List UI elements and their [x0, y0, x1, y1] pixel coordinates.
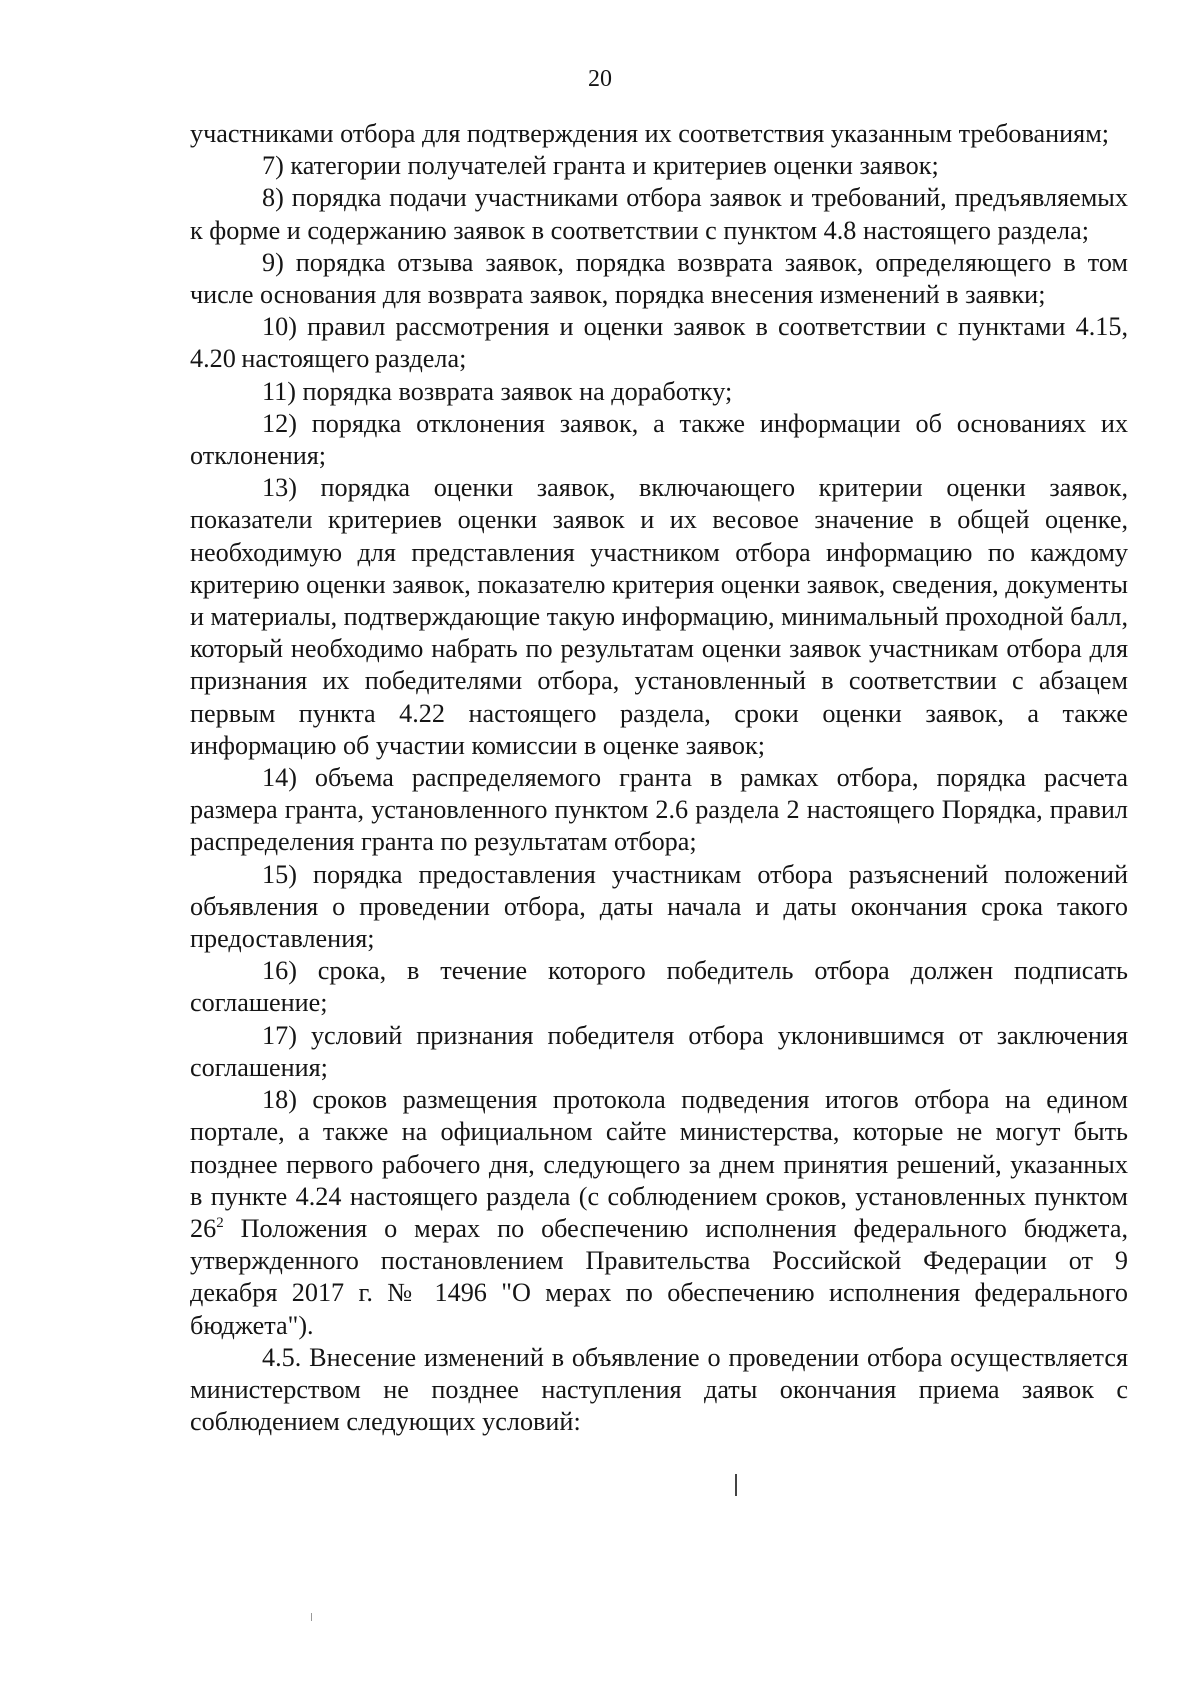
paragraph-item-18: [190, 1084, 1128, 1342]
paragraph-continuation: участниками отбора для подтверждения их соответствия указанным требованиям;: [190, 119, 1110, 148]
document-body: [190, 118, 1128, 1438]
paragraph-item-9: 9) порядка отзыва заявок, порядка возврата заявок, определяющего в том числе основания для возврата заявок, порядка внесения изменений в заявки;: [190, 247, 1128, 310]
paragraph-item-17: 17) условий признания победителя отбора уклонившимся от заключения соглашения;: [190, 1020, 1128, 1082]
scan-mark: [735, 1474, 737, 1496]
paragraph-item-8: 8) порядка подачи участниками отбора заявок и требований, предъявляемых к форме и содержанию заявок в соответствии с пунктом 4.8 настоящего раздела;: [190, 183, 1128, 245]
paragraph-item-7: 7) категории получателей гранта и критериев оценки заявок;: [262, 151, 939, 181]
paragraph-item-16: 16) срока, в течение которого победитель отбора должен подписать соглашение;: [190, 956, 1128, 1018]
scan-speck: [311, 1613, 312, 1621]
paragraph-item-13: 13) порядка оценки заявок, включающего критерии оценки заявок, показатели критериев оценки заявок и их весовое значение в общей оценке, необходимую для представления участником отбора информацию по каждому критерию оценки заявок, показателю критерия оценки заявок, сведения, документы и материалы, подтверждающие такую информацию, минимальный проходной балл, который необходимо набрать по результатам оценки заявок участникам отбора для признания их победителями отбора, установленный в соответствии с абзацем первым пункта 4.22 настоящего раздела, сроки оценки заявок, а также информацию об участии комиссии в оценке заявок;: [190, 473, 1129, 760]
page-number: 20: [588, 66, 612, 92]
paragraph-item-18-part-b: Положения о мерах по обеспечению исполнения федерального бюджета, утвержденного постановлением Правительства Российской Федерации от 9 декабря 2017 г. № 1496 "О мерах по обеспечению исполнения федерального бюджета").: [190, 1213, 1128, 1340]
paragraph-section-4-5: 4.5. Внесение изменений в объявление о проведении отбора осуществляется министерством не позднее наступления даты окончания приема заявок с соблюдением следующих условий:: [190, 1342, 1128, 1437]
paragraph-item-18-part-a: 18) сроков размещения протокола подведения итогов отбора на едином портале, а также на официальном сайте министерства, которые не могут быть позднее первого рабочего дня, следующего за днем принятия решений, указанных в пункте 4.24 настоящего раздела (с соблюдением сроков, установленных пунктом 26: [190, 1085, 1128, 1243]
paragraph-item-10: 10) правил рассмотрения и оценки заявок в соответствии с пунктами 4.15, 4.20 настоящего раздела;: [190, 312, 1128, 374]
paragraph-item-14: 14) объема распределяемого гранта в рамках отбора, порядка расчета размера гранта, установленного пунктом 2.6 раздела 2 настоящего Порядка, правил распределения гранта по результатам отбора;: [190, 763, 1128, 857]
paragraph-item-15: 15) порядка предоставления участникам отбора разъяснений положений объявления о проведении отбора, даты начала и даты окончания срока такого предоставления;: [190, 859, 1128, 954]
paragraph-item-11: 11) порядка возврата заявок на доработку;: [262, 376, 733, 406]
superscript: 2: [216, 1214, 224, 1231]
paragraph-item-12: 12) порядка отклонения заявок, а также информации об основаниях их отклонения;: [190, 408, 1128, 471]
